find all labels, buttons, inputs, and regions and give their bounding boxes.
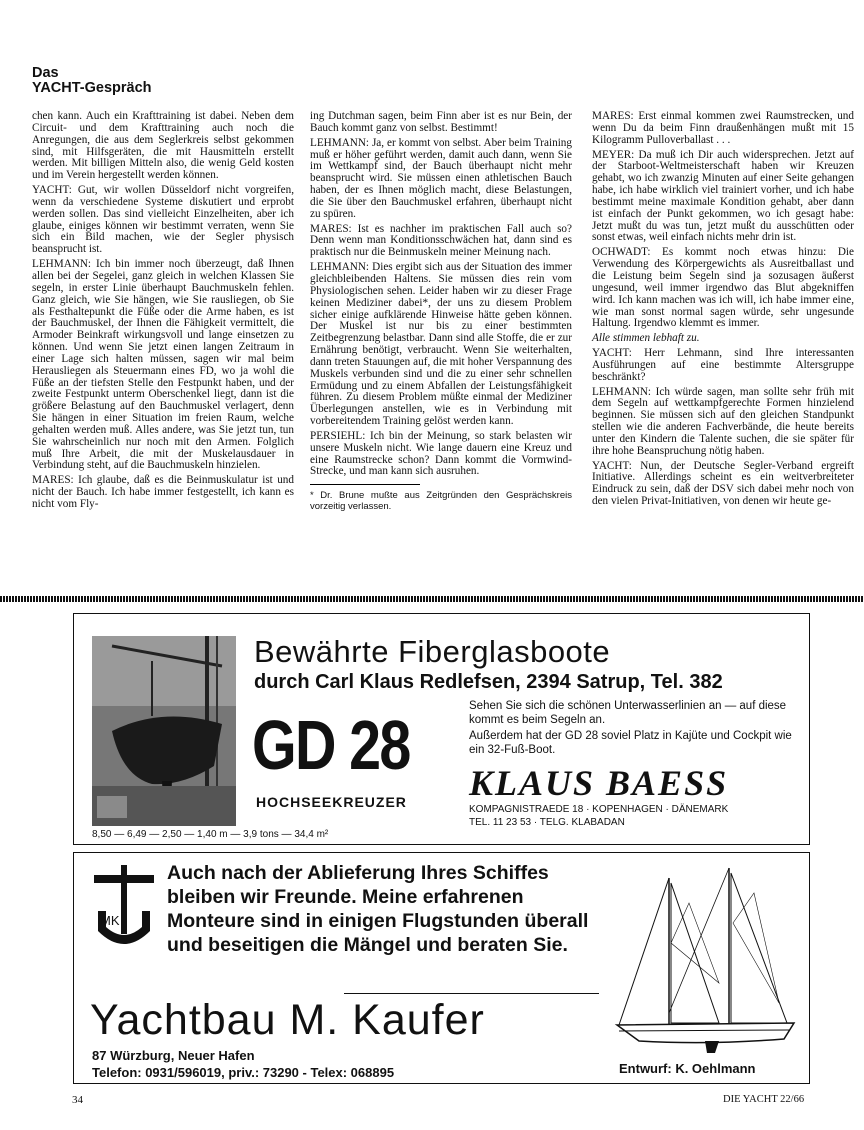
- advertisement-kaufer: [73, 852, 810, 1084]
- header-line-1: Das: [32, 65, 59, 81]
- boat-specs: 8,50 — 6,49 — 2,50 — 1,40 m — 3,9 tons — 34,4 m²: [92, 829, 329, 840]
- paragraph: LEHMANN: Dies ergibt sich aus der Situation des immer gleichbleibenden Haltens. Sie müssen dies rein vom Physiologischen sehen. Leider haben wir zu dieser Frage keinen Mediziner dabei*, der uns zu diesem Problem sicher einige aufklärende Hinweise hätte geben können. Der Muskel ist nur bis zu einer bestimmten Zeitbegrenzung belastbar. Dann sind alle Stoffe, die er zur Ernährung benötigt, verbraucht. Wenn Sie weiterhalten, dann treten Stauungen auf, die mit hoher Verspannung des Muskels verbunden sind und die zu einer sehr schnellen Ermüdung und zu einem Abfallen der Leistungsfähigkeit führen. Zu diesem Problem müßte einmal der Mediziner Überlegungen anstellen, wie es in Verbindung mit vorbereitendem Training gelöst werden kann.: [310, 261, 572, 428]
- ad-copy-line: Außerdem hat der GD 28 soviel Platz in Kajüte und Cockpit wie ein 32-Fuß-Boot.: [469, 730, 792, 756]
- paragraph: PERSIEHL: Ich bin der Meinung, so stark belasten wir unsere Muskeln nicht. Wie lange dauern eine Kreuz und eine Raumstrecke schon? Dann kommt die Vormwind-Strecke, und man kann sich ausruhen.: [310, 429, 572, 478]
- ad-slogan: Auch nach der Ablieferung Ihres Schiffes bleiben wir Freunde. Meine erfahrenen Monteure sind in einigen Flugstunden überall und beseitigen die Mängel und beraten Sie.: [167, 862, 589, 956]
- boat-photo: [92, 636, 236, 826]
- model-name: GD 28: [252, 706, 410, 784]
- logo-letters: MK: [100, 913, 120, 928]
- magazine-issue: DIE YACHT 22/66: [723, 1094, 805, 1105]
- paragraph: YACHT: Nun, der Deutsche Segler-Verband ergreift Initiative. Allerdings scheint es ein weitverbreiteter Eindruck zu sein, daß der DSV sich dabei mehr noch von den vielen Privat-Initiativen, von denen wir heute ge-: [592, 459, 854, 508]
- paragraph: LEHMANN: Ich würde sagen, man sollte sehr früh mit dem Segeln auf wettkampfgerechte Formen hinzielend beginnen. Sie müssen sich auf den gleichen Standpunkt stellen wie die anderen Fachverbände, die heute bereits unter den Kindern die Talente suchen, die sie später für ihre hohe Beanspruchung nötig haben.: [592, 385, 854, 457]
- paragraph: YACHT: Gut, wir wollen Düsseldorf nicht vorgreifen, wenn da verschiedene Systeme diskutiert und erprobt werden sollen. Das sind vielleicht Einzelheiten, aber ich glaube, einiges können wir bestimmt verraten, wenn Sie sich ein Bild machen, wie der Segler physisch beansprucht ist.: [32, 184, 294, 256]
- article-column-2: [310, 111, 572, 512]
- brand-contact: TEL. 11 23 53 · TELG. KLABADAN: [469, 817, 625, 828]
- ad-copy-line: Sehen Sie sich die schönen Unterwasserlinien an — auf diese kommt es beim Segeln an.: [469, 700, 787, 726]
- paragraph: YACHT: Herr Lehmann, sind Ihre interessanten Ausführungen auf eine bestimmte Altersgruppe beschränkt?: [592, 347, 854, 383]
- stage-direction: Alle stimmen lebhaft zu.: [592, 332, 700, 345]
- paragraph: MARES: Ist es nachher im praktischen Fall auch so? Denn wenn man Konditionsschwächen hat, dann sind es praktisch nur die Beinmuskeln meiner Meinung nach.: [310, 222, 572, 259]
- header-line-2: YACHT-Gespräch: [32, 80, 152, 96]
- paragraph: chen kann. Auch ein Krafttraining ist dabei. Neben dem Circuit- und dem Krafttraining auch noch die Anregungen, die aus dem Seglerkreis selbst gekommen sind, mit Hilfsgeräten, die mit Hausmitteln erstellt werden. Mit billigen Mitteln also, die wenig Geld kosten und im Verein hergestellt werden können.: [32, 110, 294, 182]
- advertisement-gd28: [73, 613, 810, 845]
- footnote: * Dr. Brune mußte aus Zeitgründen den Gesprächskreis vorzeitig verlassen.: [310, 490, 572, 513]
- brand-address: KOMPAGNISTRAEDE 18 · KOPENHAGEN · DÄNEMARK: [469, 804, 729, 815]
- company-contact: [92, 1047, 394, 1081]
- paragraph: LEHMANN: Ja, er kommt von selbst. Aber beim Training muß er höher geführt werden, damit auch dann, wenn Sie im Wettkampf sind, der Bauch überhaupt nicht mehr beansprucht wird. Sie müssen einen athletischen Bauch haben, der es Ihnen möglich macht, diese Belastungen, die Sie über den Bauchmuskel erfahren, überhaupt nicht zu spüren.: [310, 136, 572, 220]
- sailboat-drawing: [609, 863, 799, 1055]
- footnote-rule: [310, 484, 420, 485]
- ad-dealer: durch Carl Klaus Redlefsen, 2394 Satrup, Tel. 382: [254, 671, 723, 693]
- paragraph: LEHMANN: Ich bin immer noch überzeugt, daß Ihnen allen bei der Segelei, ganz gleich in welchen Klassen Sie segeln, in erster Linie überhaupt Bauchmuskeln fehlen. Ganz gleich, wie Sie hängen, wie Sie rausliegen, ob Sie als Festhaltepunkt die Füße oder die Arme haben, es ist der Bauchmuskel, der Ihnen die Fähigkeit vermittelt, die Armoder Beinkraft wirkungsvoll und lange einsetzen zu können. Und wenn Sie jetzt einen langen Zeitraum in einer Lage sich halten müssen, sagen wir mal beim Herausliegen als Steuermann eines FD, wo ja wohl die Füße an der tiefsten Stelle den Festpunkt haben, und der zweite Festpunkt unterm Oberschenkel liegt, dann ist die größere Belastung auf den Bauchmuskel verlagert, denn Sie hängen in einer Situation im freien Raum, welche gehalten werden muß. Alles andere, was Sie jetzt tun, tun Sie wahrscheinlich nur noch mit den Armen. Folglich muß Ihre Arbeit, die mit der Muskelausdauer in Verbindung steht, auf die Bauchmuskeln hinzielen.: [32, 258, 294, 472]
- paragraph: OCHWADT: Es kommt noch etwas hinzu: Die Verwendung des Körpergewichts als Ausreitballast und die Leistung beim Segeln sind ja sozusagen äußerst ungesund, weil immer irgendwo das Blut abgekniffen wird. Ich kann machen was ich will, ich habe immer eine, wie man sonst normal sagen würde, sehr ungesunde Haltung. Irgendwo klemmt es immer.: [592, 246, 854, 330]
- company-address: 87 Würzburg, Neuer Hafen: [92, 1048, 255, 1063]
- ad-copy: [469, 700, 799, 760]
- designer-credit: Entwurf: K. Oehlmann: [619, 1061, 756, 1076]
- article-column-3: [592, 111, 854, 511]
- paragraph: MEYER: Da muß ich Dir auch widersprechen. Jetzt auf der Starboot-Weltmeisterschaft haben wir Kreuzen gehabt, wo ich zwanzig Minuten auf einer Seite gehangen habe, ich habe wirklich viel trainiert vorher, und ich habe bestimmt meine maximale Kondition gehabt, aber dann ist einfach der Punkt gekommen, wo ich gesagt habe: Jetzt mußt du was tun, jetzt mußt du ausschütten oder sonst etwas, weil einfach nichts mehr drin ist.: [592, 148, 854, 244]
- section-divider: [0, 596, 864, 602]
- article-column-1: [32, 111, 294, 514]
- section-header: [32, 66, 152, 96]
- page-number: 34: [72, 1094, 83, 1106]
- company-name: Yachtbau M. Kaufer: [90, 996, 485, 1044]
- paragraph: ing Dutchman sagen, beim Finn aber ist es nur Bein, der Bauch kommt ganz von selbst. Bestimmt!: [310, 110, 572, 134]
- company-phone: Telefon: 0931/596019, priv.: 73290 - Telex: 068895: [92, 1065, 395, 1080]
- ad-headline: Bewährte Fiberglasboote: [254, 634, 611, 669]
- paragraph: MARES: Erst einmal kommen zwei Raumstrecken, und wenn Du da beim Finn draußenhängen mußt mit 15 Kilogramm Pulloverballast . . .: [592, 110, 854, 146]
- anchor-logo-icon: [94, 865, 154, 949]
- ad-divider: [344, 993, 599, 994]
- boat-type: HOCHSEEKREUZER: [256, 794, 407, 810]
- brand-name: KLAUS BAESS: [469, 763, 729, 803]
- paragraph: MARES: Ich glaube, daß es die Beinmuskulatur ist und nicht der Bauch. Ich habe immer festgestellt, ich kann es nicht vom Fly-: [32, 474, 294, 510]
